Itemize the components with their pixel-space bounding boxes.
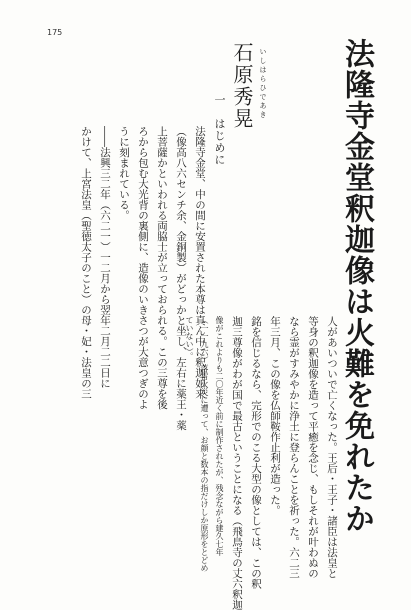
body-line-bottom-2: 等身の釈迦像を造って平癒を念じ、もしそれが叶わぬの: [307, 316, 319, 579]
body-line-top-2: （像高八六センチ余、金銅製）がどっかと坐し、左右に薬王・薬: [175, 126, 187, 431]
body-line-bottom-7: 像がこれよりも二〇年近く前に制作されたが、残念ながら建久七年: [215, 316, 224, 556]
author-reading: いしはらひであき: [259, 48, 267, 120]
body-line-top-4: ろから包む大光背の裏側に、造像のいきさつが大意つぎのよ: [137, 126, 149, 410]
author-name: 石原秀晃: [230, 42, 254, 130]
body-line-top-6: ――法興三二年（六二一）一二月から翌年二月二二日に: [99, 126, 111, 389]
body-line-bottom-6: 迦三尊像がわが国で最古ということになる（飛鳥寺の丈六釈迦: [231, 316, 243, 610]
body-line-bottom-3: なら霊がすみやかに浄土に登らんことを祈った。六二三: [288, 316, 300, 579]
section-heading: 一 はじめに: [213, 94, 226, 166]
body-line-bottom-5: 銘を信じるなら、完形でのこる大型の像としては、この釈: [250, 316, 262, 589]
body-line-top-7: かけて、上宮法皇（聖徳太子のこと）の母・妃・法皇の三: [80, 126, 92, 399]
body-line-top-5: うに刻まれている。: [118, 126, 130, 221]
article-title: 法隆寺金堂釈迦像は火難を免れたか: [339, 38, 374, 534]
body-line-bottom-1: 人があいついで亡くなった。王后・王子・諸臣は法皇と: [326, 316, 338, 579]
body-line-top-3: 上菩薩かといわれる両脇士が立っておられる。この三尊を後: [156, 126, 168, 410]
body-line-bottom-9: ていない）。: [185, 316, 194, 360]
body-line-bottom-8: （一一九六）落雷火災に遭って、お顔と数本の指だけしか原形をとどめ: [200, 316, 209, 572]
body-line-bottom-4: 年三月、この像を仏師鞍作止利が造った。: [269, 316, 281, 516]
body-line-top-1: 法隆寺金堂、中の間に安置された本尊は真ん中に釈迦如来: [194, 126, 206, 399]
page-number: 175: [47, 28, 63, 37]
